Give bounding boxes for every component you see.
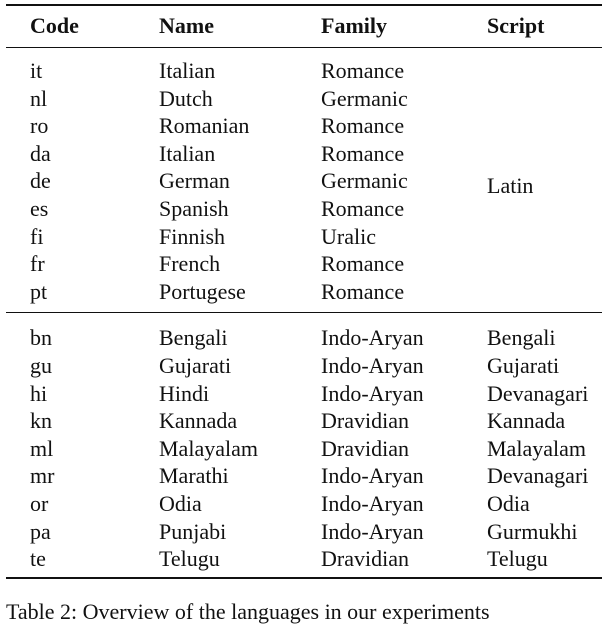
table-row [6, 47, 602, 85]
table-row [6, 518, 602, 546]
language-script: Devanagari [487, 463, 589, 489]
language-family: Dravidian [321, 435, 409, 461]
language-family: Germanic [321, 85, 408, 111]
language-name: Italian [159, 140, 216, 166]
header-name: Name [159, 13, 214, 38]
language-family: Germanic [321, 168, 408, 194]
table-row [6, 407, 602, 435]
table-header [6, 5, 602, 47]
language-family: Dravidian [321, 546, 409, 572]
language-code: it [30, 58, 43, 83]
language-name: Finnish [159, 223, 226, 249]
language-name: Telugu [159, 546, 220, 572]
language-code: fi [30, 223, 44, 249]
language-name: Italian [159, 58, 216, 83]
language-script: Gurmukhi [487, 518, 578, 544]
latin-script-group [6, 47, 602, 315]
language-script: Gujarati [487, 352, 560, 378]
language-family: Romance [321, 195, 405, 221]
table-bottom-rule [6, 577, 602, 579]
header-script: Script [487, 13, 545, 38]
language-script: Malayalam [487, 435, 586, 461]
table-row [6, 545, 602, 573]
language-code: es [30, 195, 49, 221]
language-script: Bengali [487, 325, 556, 351]
language-name: Hindi [159, 380, 210, 406]
language-family: Indo-Aryan [321, 380, 424, 406]
language-name: Marathi [159, 463, 229, 489]
language-family: Romance [321, 113, 405, 139]
language-family: Romance [321, 58, 405, 83]
language-code: ml [30, 435, 54, 461]
language-name: Malayalam [159, 435, 258, 461]
language-name: Punjabi [159, 518, 227, 544]
language-code: de [30, 168, 51, 194]
language-name: German [159, 168, 230, 194]
language-family: Indo-Aryan [321, 325, 424, 351]
language-code: hi [30, 380, 48, 406]
header-family: Family [321, 13, 387, 38]
language-family: Indo-Aryan [321, 352, 424, 378]
language-table [6, 5, 602, 573]
language-family: Indo-Aryan [321, 490, 424, 516]
language-script: Latin [487, 173, 534, 199]
language-name: Portugese [159, 278, 246, 304]
language-name: Spanish [159, 195, 229, 221]
language-family: Dravidian [321, 408, 409, 434]
language-family: Romance [321, 251, 405, 277]
language-name: French [159, 251, 221, 277]
language-family: Indo-Aryan [321, 518, 424, 544]
language-name: Dutch [159, 85, 213, 111]
language-script: Kannada [487, 408, 566, 434]
language-name: Romanian [159, 113, 250, 139]
language-code: or [30, 490, 49, 516]
language-code: mr [30, 463, 55, 489]
table-row [6, 490, 602, 518]
language-name: Bengali [159, 325, 228, 351]
table-row [6, 315, 602, 352]
language-code: pa [30, 518, 51, 544]
language-code: fr [30, 251, 45, 277]
language-code: pt [30, 278, 48, 304]
language-family: Uralic [321, 223, 376, 249]
table-caption: Table 2: Overview of the languages in our experiments [6, 599, 490, 624]
language-code: nl [30, 85, 48, 111]
table-row [6, 380, 602, 408]
language-name: Gujarati [159, 352, 232, 378]
language-name: Odia [159, 490, 202, 516]
language-code: ro [30, 113, 49, 139]
language-code: bn [30, 325, 52, 351]
language-script: Telugu [487, 546, 548, 572]
language-code: gu [30, 352, 52, 378]
language-code: da [30, 140, 51, 166]
language-code: te [30, 546, 46, 572]
language-code: kn [30, 408, 52, 434]
language-family: Indo-Aryan [321, 463, 424, 489]
language-family: Romance [321, 278, 405, 304]
table-row [6, 352, 602, 380]
table-row [6, 435, 602, 463]
indic-script-group [6, 315, 602, 572]
language-family: Romance [321, 140, 405, 166]
header-row [6, 5, 602, 47]
header-code: Code [30, 13, 79, 38]
language-name: Kannada [159, 408, 238, 434]
table-row [6, 462, 602, 490]
language-script: Devanagari [487, 380, 589, 406]
language-script: Odia [487, 490, 530, 516]
